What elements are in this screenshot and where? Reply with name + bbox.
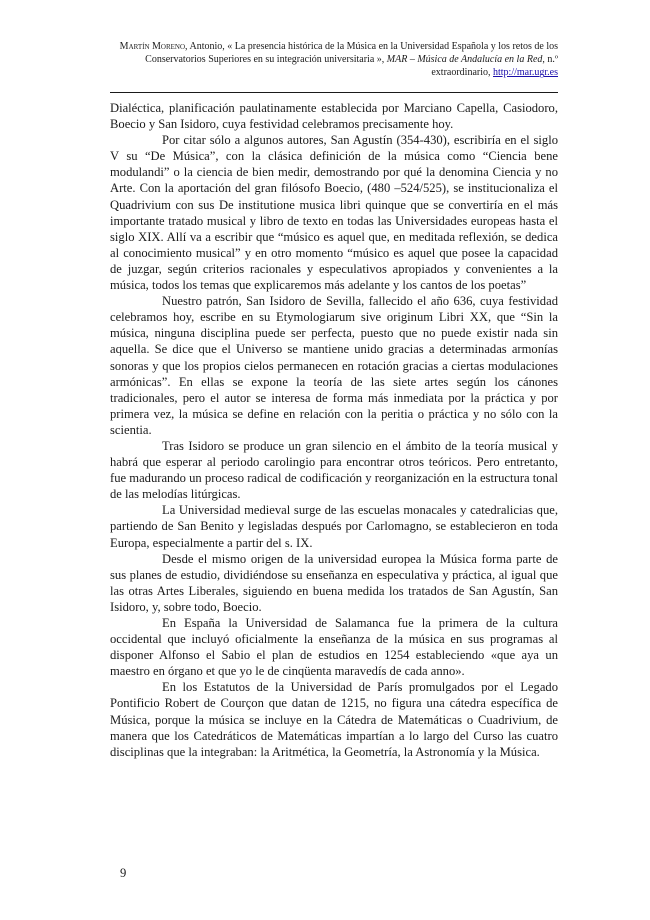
header-journal: MAR – Música de Andalucía en la Red xyxy=(386,54,543,66)
paragraph: En España la Universidad de Salamanca fue la primera de la cultura occidental que incluyó oficialmente la enseñanza de la música en sus programas al disponer Alfonso el Sabio el plan de estudios en 1254 estableciendo «que aya un maestro en órgano et que yo le de cinqüenta maravedís de cada anno». xyxy=(110,616,558,679)
running-header xyxy=(110,40,558,80)
paragraph: La Universidad medieval surge de las escuelas monacales y catedralicias que, partiendo de San Benito y legisladas después por Carlomagno, se establecieron en toda Europa, especialmente a partir del s. IX. xyxy=(110,503,558,550)
header-issue: , n.º extraordinario, xyxy=(431,54,558,79)
header-author: Martín Moreno xyxy=(119,41,186,52)
paragraph: Dialéctica, planificación paulatinamente establecida por Marciano Capella, Casiodoro, Boecio y San Isidoro, cuya festividad celebramos precisamente hoy. xyxy=(110,101,558,132)
paragraph: Desde el mismo origen de la universidad europea la Música forma parte de sus planes de estudio, dividiéndose su enseñanza en especulativa y práctica, al igual que las otras Artes Liberales, siguiendo en buena medida los tratados de San Agustín, San Isidoro, y, sobre todo, Boecio. xyxy=(110,551,558,614)
header-link[interactable]: http://mar.ugr.es xyxy=(493,67,558,79)
paragraph: En los Estatutos de la Universidad de París promulgados por el Legado Pontificio Robert de Courçon que datan de 1215, no figura una cátedra específica de Música, porque la música se incluye en la Cátedra de Matemáticas o Cuadrivium, de manera que los Catedráticos de Matemáticas impartían a lo largo del Curso las cuatro disciplinas que la integraban: la Aritmética, la Geometría, la Astronomía y la Música. xyxy=(110,680,558,759)
page-number: 9 xyxy=(120,866,127,880)
body-text xyxy=(110,100,558,760)
header-citation: , Antonio, « La presencia histórica de la Música en la Universidad Española y los retos de los Conservatorios Superiores en su integración universitaria », xyxy=(145,41,558,66)
header-rule xyxy=(110,92,558,93)
paragraph: Por citar sólo a algunos autores, San Agustín (354-430), escribiría en el siglo V su “De Música”, con la clásica definición de la música como “Ciencia bene modulandi” o la ciencia de bien medir, demostrando por qué la denomina Ciencia y no Arte. Con la aportación del gran filósofo Boecio, (480 –524/525), se institucionaliza el Quadrivium con sus De institutione musica libri quinque que se convertiría en el más importante tratado musical y libro de texto en todas las Universidades europeas hasta el siglo XIX. Allí va a escribir que “músico es aquel que, en meditada reflexión, se dedica al conocimiento musical” y en otro momento “músico es aquel que posee la capacidad de juzgar, según criterios racionales y especulativos apropiados y convenientes a la música, todos los temas que explicaremos más adelante y los cantos de los poetas” xyxy=(110,133,558,293)
paragraph: Nuestro patrón, San Isidoro de Sevilla, fallecido el año 636, cuya festividad celebramos hoy, escribe en su Etymologiarum sive originum Libri XX, que “Sin la música, ninguna disciplina puede ser perfecta, puesto que no puede existir nada sin aquella. Se dice que el Universo se mantiene unido gracias a determinadas armonías sonoras y que los propios cielos permanecen en rotación gracias a ciertas modulaciones armónicas”. En ellas se expone la teoría de las siete artes según los cánones tradicionales, pero el autor se interesa de forma más inmediata por la práctica y por primera vez, la música se define en relación con la peritia o práctica y no sólo con la scientia. xyxy=(110,294,558,437)
paragraph: Tras Isidoro se produce un gran silencio en el ámbito de la teoría musical y habrá que esperar al periodo carolingio para encontrar otros teóricos. Pero entretanto, fue madurando un proceso radical de codificación y reorganización en la estructura tonal de las melodías litúrgicas. xyxy=(110,438,558,502)
